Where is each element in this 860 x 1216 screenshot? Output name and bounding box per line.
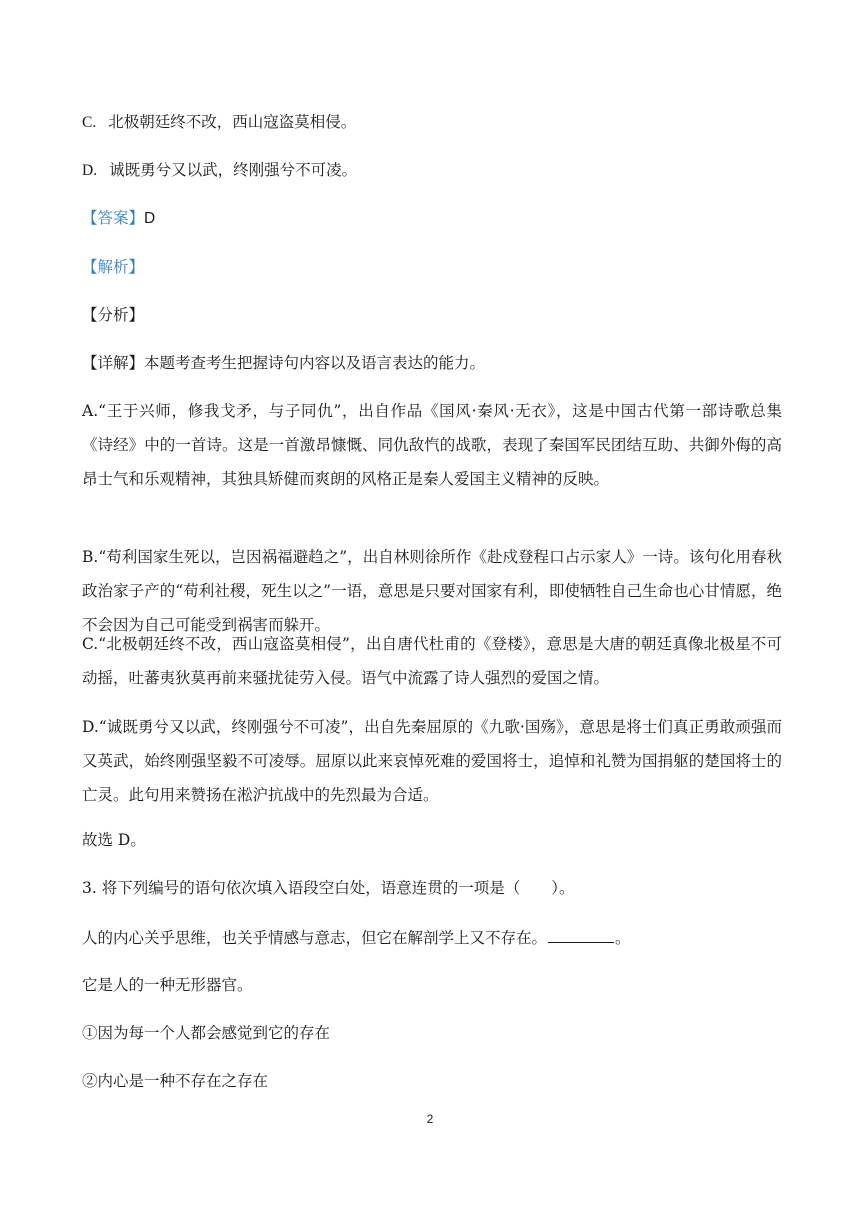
explanation-d: D.“诚既勇兮又以武，终刚强兮不可凌”，出自先秦屈原的《九歌·国殇》，意思是将士们真正勇敢顽强而又英武，始终刚强坚毅不可凌辱。屈原以此来哀悼死难的爱国将士，追悼和礼赞为国捐躯的楚国将士的亡灵。此句用来赞扬在淞沪抗战中的先烈最为合适。: [82, 718, 782, 804]
fenxi-label: 【分析】: [82, 306, 145, 324]
analysis-line: [82, 257, 782, 277]
answer-line: [82, 208, 782, 229]
option-d-text: 诚既勇兮又以武，终刚强兮不可凌。: [109, 161, 358, 179]
conclusion: 故选 D。: [82, 831, 146, 849]
question-3-passage-next: 它是人的一种无形器官。: [82, 976, 253, 994]
detail-line: [82, 353, 782, 373]
passage-after-blank: 。: [615, 929, 631, 947]
analysis-label: 【解析】: [82, 258, 145, 276]
detail-label: 【详解】: [82, 354, 145, 372]
page-number: 2: [426, 1112, 434, 1126]
option-d: [82, 160, 782, 181]
question-3-passage: [82, 927, 782, 948]
passage-before-blank: 人的内心关乎思维，也关乎情感与意志，但它在解剖学上又不存在。: [82, 929, 548, 947]
explanation-b: B.“苟利国家生死以，岂因祸福避趋之”，出自林则徐所作《赴戍登程口占示家人》一诗。该句化用春秋政治家子产的“苟利社稷，死生以之”一语，意思是只要对国家有利，即使牺牲自己生命也心甘情愿，绝不会因为自己可能受到祸害而躲开。: [82, 548, 782, 634]
question-3-stem: 3. 将下列编号的语句依次填入语段空白处，语意连贯的一项是（ ）。: [82, 879, 575, 897]
answer-value: D: [144, 210, 156, 227]
question-3-item-2: ②内心是一种不存在之存在: [82, 1072, 269, 1090]
option-c-letter: C.: [82, 114, 97, 131]
option-d-letter: D.: [82, 162, 98, 179]
option-c: [82, 112, 782, 133]
explanation-a: A.“王于兴师，修我戈矛，与子同仇”，出自作品《国风·秦风·无衣》，这是中国古代第一部诗歌总集《诗经》中的一首诗。这是一首激昂慷慨、同仇敌忾的战歌，表现了秦国军民团结互助、共御外侮的高昂士气和乐观精神，其独具矫健而爽朗的风格正是秦人爱国主义精神的反映。: [82, 402, 782, 488]
fill-in-blank: [548, 927, 614, 943]
detail-text: 本题考查考生把握诗句内容以及语言表达的能力。: [144, 354, 486, 372]
fenxi-line: [82, 305, 782, 325]
option-c-text: 北极朝廷终不改，西山寇盗莫相侵。: [108, 113, 357, 131]
explanation-c: C.“北极朝廷终不改，西山寇盗莫相侵”，出自唐代杜甫的《登楼》，意思是大唐的朝廷真像北极星不可动摇，吐蕃夷狄莫再前来骚扰徒劳入侵。语气中流露了诗人强烈的爱国之情。: [82, 635, 782, 687]
answer-label: 【答案】: [82, 209, 145, 227]
question-3-item-1: ①因为每一个人都会感觉到它的存在: [82, 1024, 331, 1042]
